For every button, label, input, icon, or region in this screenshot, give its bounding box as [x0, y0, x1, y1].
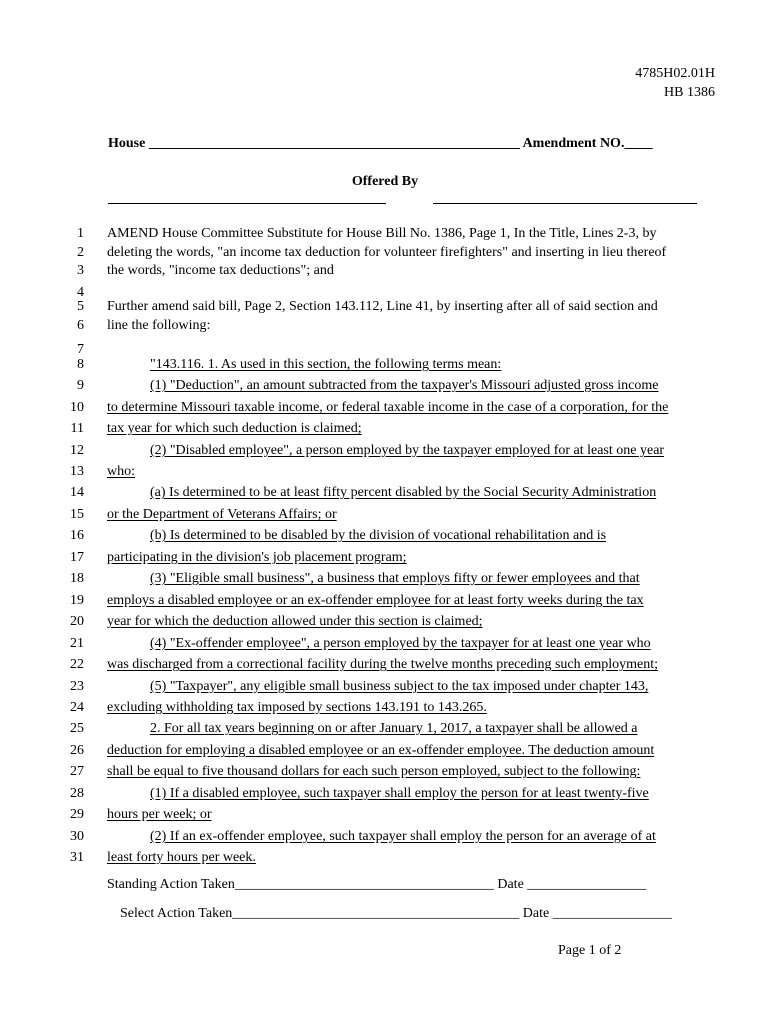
- line-5: [0, 299, 770, 319]
- line-12: [0, 443, 770, 463]
- line-text: the words, "income tax deductions"; and: [107, 263, 334, 278]
- line-text: (2) "Disabled employee", a person employed by the taxpayer employed for at least one year: [150, 443, 665, 458]
- line-number: 22: [70, 657, 84, 672]
- line-15: [0, 507, 770, 527]
- line-number: 31: [70, 850, 84, 865]
- line-21: [0, 636, 770, 656]
- sponsor-signature-line-right: [433, 203, 697, 204]
- line-number: 7: [77, 342, 84, 357]
- line-text: line the following:: [107, 318, 211, 333]
- line-25: [0, 721, 770, 741]
- line-text: or the Department of Veterans Affairs; or: [107, 507, 337, 522]
- line-text: AMEND House Committee Substitute for House Bill No. 1386, Page 1, In the Title, Lines 2-3, by: [107, 226, 657, 241]
- line-number: 25: [70, 721, 84, 736]
- line-number: 23: [70, 679, 84, 694]
- line-number: 10: [70, 400, 84, 415]
- line-31: [0, 850, 770, 870]
- line-2: [0, 245, 770, 265]
- line-30: [0, 829, 770, 849]
- line-19: [0, 593, 770, 613]
- line-11: [0, 421, 770, 441]
- line-text: to determine Missouri taxable income, or federal taxable income in the case of a corporation, for the: [107, 400, 669, 415]
- line-text: shall be equal to five thousand dollars for each such person employed, subject to the following:: [107, 764, 641, 779]
- line-number: 16: [70, 528, 84, 543]
- line-text: (3) "Eligible small business", a business that employs fifty or fewer employees and that: [150, 571, 640, 586]
- line-16: [0, 528, 770, 548]
- line-number: 30: [70, 829, 84, 844]
- line-number: 9: [77, 378, 84, 393]
- line-text: (1) If a disabled employee, such taxpayer shall employ the person for at least twenty-five: [150, 786, 649, 801]
- line-text: "143.116. 1. As used in this section, the following terms mean:: [150, 357, 502, 372]
- line-text: employs a disabled employee or an ex-offender employee for at least forty weeks during the tax: [107, 593, 644, 608]
- line-text: who:: [107, 464, 135, 479]
- line-number: 20: [70, 614, 84, 629]
- line-28: [0, 786, 770, 806]
- line-text: 2. For all tax years beginning on or after January 1, 2017, a taxpayer shall be allowed a: [150, 721, 638, 736]
- line-text: year for which the deduction allowed under this section is claimed;: [107, 614, 483, 629]
- line-text: was discharged from a correctional facility during the twelve months preceding such employment;: [107, 657, 659, 672]
- line-23: [0, 679, 770, 699]
- select-action-line: Select Action Taken_________________________________________ Date _________________: [120, 906, 672, 921]
- line-number: 2: [77, 245, 84, 260]
- standing-action-line: Standing Action Taken_____________________________________ Date _________________: [107, 877, 647, 892]
- line-number: 1: [77, 226, 84, 241]
- line-text: participating in the division's job placement program;: [107, 550, 407, 565]
- line-number: 14: [70, 485, 84, 500]
- line-number: 11: [70, 421, 84, 436]
- document-id: 4785H02.01H: [635, 66, 715, 81]
- line-text: tax year for which such deduction is claimed;: [107, 421, 362, 436]
- sponsor-signature-line-left: [108, 203, 386, 204]
- line-number: 6: [77, 318, 84, 333]
- offered-by: Offered By: [351, 174, 419, 189]
- line-text: (b) Is determined to be disabled by the division of vocational rehabilitation and is: [150, 528, 607, 543]
- line-3: [0, 263, 770, 283]
- line-number: 19: [70, 593, 84, 608]
- line-number: 13: [70, 464, 84, 479]
- line-number: 15: [70, 507, 84, 522]
- line-number: 4: [77, 285, 84, 300]
- line-text: (5) "Taxpayer", any eligible small business subject to the tax imposed under chapter 143,: [150, 679, 649, 694]
- line-8: [0, 357, 770, 377]
- line-text: Further amend said bill, Page 2, Section 143.112, Line 41, by inserting after all of said section and: [107, 299, 658, 314]
- line-10: [0, 400, 770, 420]
- line-text: deleting the words, "an income tax deduction for volunteer firefighters" and inserting in lieu thereof: [107, 245, 667, 260]
- line-number: 18: [70, 571, 84, 586]
- line-text: deduction for employing a disabled employee or an ex-offender employee. The deduction amount: [107, 743, 655, 758]
- line-20: [0, 614, 770, 634]
- document-header: [635, 64, 715, 102]
- bill-number: HB 1386: [664, 85, 715, 100]
- line-24: [0, 700, 770, 720]
- line-text: excluding withholding tax imposed by sections 143.191 to 143.265.: [107, 700, 487, 715]
- line-1: [0, 226, 770, 246]
- line-text: hours per week; or: [107, 807, 212, 822]
- line-27: [0, 764, 770, 784]
- line-text: least forty hours per week.: [107, 850, 256, 865]
- amendment-line: House _____________________________________________________ Amendment NO.____: [108, 136, 653, 151]
- line-17: [0, 550, 770, 570]
- line-number: 21: [70, 636, 84, 651]
- line-number: 28: [70, 786, 84, 801]
- line-22: [0, 657, 770, 677]
- line-number: 27: [70, 764, 84, 779]
- line-number: 12: [70, 443, 84, 458]
- line-text: (2) If an ex-offender employee, such taxpayer shall employ the person for an average of at: [150, 829, 656, 844]
- line-text: (1) "Deduction", an amount subtracted from the taxpayer's Missouri adjusted gross income: [150, 378, 659, 393]
- line-13: [0, 464, 770, 484]
- line-number: 5: [77, 299, 84, 314]
- line-18: [0, 571, 770, 591]
- line-number: 8: [77, 357, 84, 372]
- line-29: [0, 807, 770, 827]
- line-number: 17: [70, 550, 84, 565]
- line-number: 3: [77, 263, 84, 278]
- line-number: 26: [70, 743, 84, 758]
- line-number: 29: [70, 807, 84, 822]
- line-14: [0, 485, 770, 505]
- line-9: [0, 378, 770, 398]
- line-text: (4) "Ex-offender employee", a person employed by the taxpayer for at least one year who: [150, 636, 651, 651]
- line-text: (a) Is determined to be at least fifty percent disabled by the Social Security Administration: [150, 485, 657, 500]
- line-number: 24: [70, 700, 84, 715]
- page-number: Page 1 of 2: [558, 943, 622, 958]
- line-6: [0, 318, 770, 338]
- line-26: [0, 743, 770, 763]
